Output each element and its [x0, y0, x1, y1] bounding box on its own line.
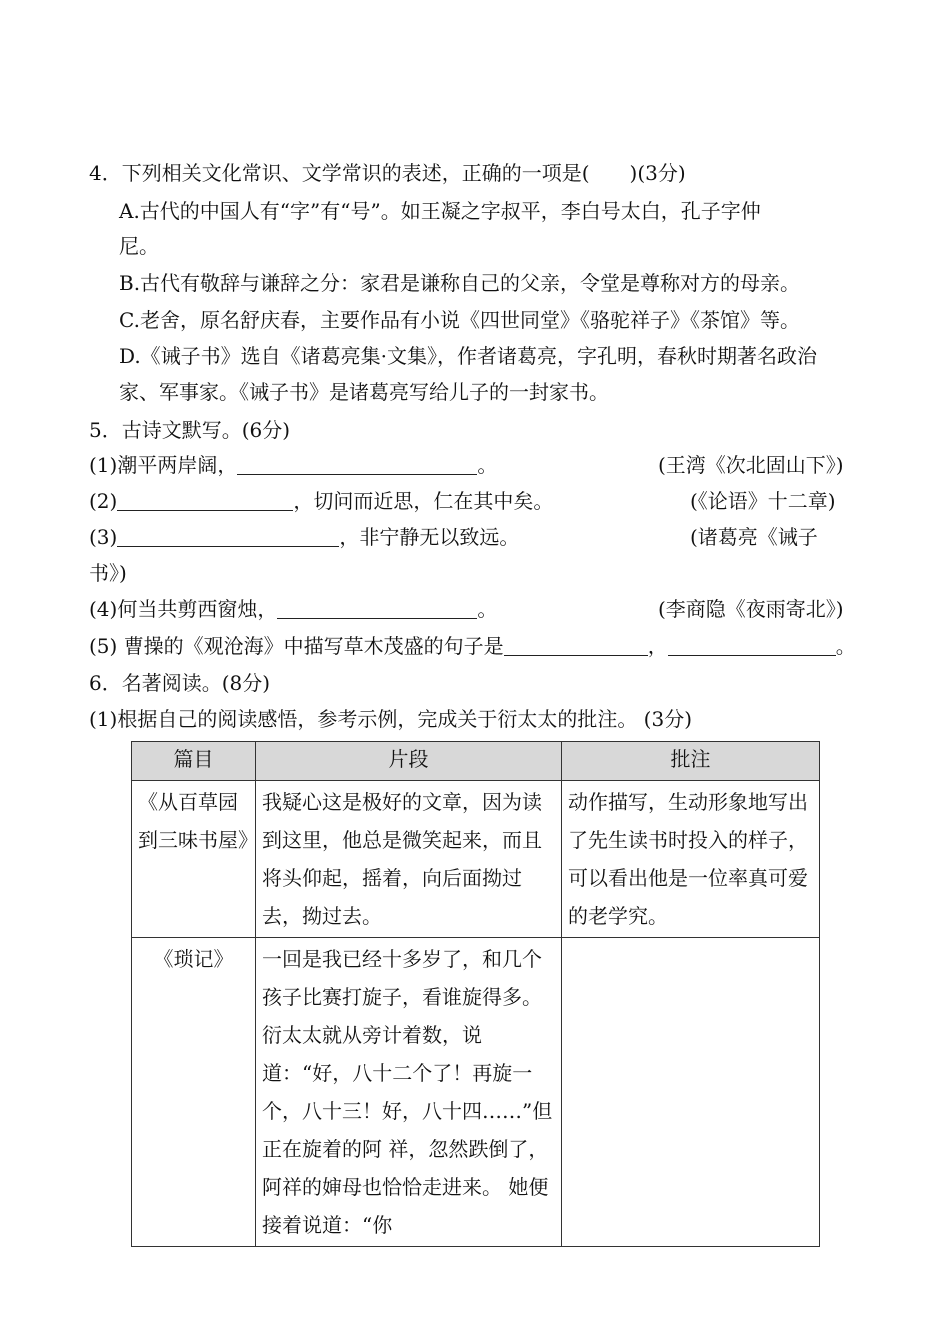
row1-title	[132, 781, 256, 938]
row2-title	[132, 938, 256, 1247]
q5-item4-source: (李商隐《夜雨寄北》)	[658, 597, 844, 621]
q5-item5-text: (5) 曹操的《观沧海》中描写草木茂盛的句子是	[89, 634, 504, 658]
q5-item2	[89, 489, 553, 513]
q5-item3-blank[interactable]	[117, 526, 339, 547]
row2-note-answer-cell[interactable]	[562, 938, 820, 1247]
header-excerpt: 片段	[256, 742, 562, 781]
q6-stem: 6．名著阅读。(8分)	[89, 671, 271, 695]
q4-stem: 4．下列相关文化常识、文学常识的表述，正确的一项是( )(3分)	[89, 161, 686, 185]
row1-title-text: 《从百草园到三味书屋》	[138, 790, 258, 852]
q5-item3-source: (诸葛亮《诫子	[690, 525, 818, 549]
q4-option-a: A.古代的中国人有“字”有“号”。如王凝之字叔平，李白号太白，孔子字仲	[119, 199, 761, 223]
q5-item1-blank[interactable]	[237, 454, 477, 475]
row2-title-text: 《琐记》	[153, 947, 234, 971]
q5-item1-text: (1)潮平两岸阔，	[89, 453, 238, 477]
q5-item2-blank[interactable]	[117, 490, 293, 511]
row1-note	[562, 781, 820, 938]
header-note: 批注	[562, 742, 820, 781]
q5-item3-source-cont: 书》)	[89, 561, 127, 585]
q6-sub1: (1)根据自己的阅读感悟，参考示例，完成关于衍太太的批注。 (3分)	[89, 707, 693, 731]
q5-item1-source: (王湾《次北固山下》)	[658, 453, 844, 477]
table-header-row	[132, 742, 820, 781]
q4-option-d-cont: 家、军事家。《诫子书》是诸葛亮写给儿子的一封家书。	[119, 380, 609, 404]
q4-option-b: B.古代有敬辞与谦辞之分：家君是谦称自己的父亲，令堂是尊称对方的母亲。	[119, 271, 801, 295]
q5-stem: 5．古诗文默写。(6分)	[89, 418, 291, 442]
q5-item3	[89, 525, 519, 549]
table-row	[132, 781, 820, 938]
q5-item1-end: 。	[477, 453, 498, 477]
q5-item4	[89, 597, 497, 621]
q5-item2-text: (2)	[89, 489, 118, 513]
row1-excerpt-text: 我疑心这是极好的文章，因为读到这里，他总是微笑起来，而且将头仰起，摇着，向后面拗过去，拗过去。	[262, 790, 542, 928]
row1-excerpt	[256, 781, 562, 938]
annotation-table	[131, 741, 820, 1247]
q5-item4-text: (4)何当共剪西窗烛，	[89, 597, 278, 621]
q5-item5-end: 。	[835, 634, 856, 658]
q4-option-c: C.老舍，原名舒庆春，主要作品有小说《四世同堂》《骆驼祥子》《茶馆》等。	[119, 308, 800, 332]
q5-item3-end: ，非宁静无以致远。	[339, 525, 520, 549]
q4-option-d: D.《诫子书》选自《诸葛亮集·文集》，作者诸葛亮，字孔明，春秋时期著名政治	[119, 344, 818, 368]
q5-item1	[89, 453, 497, 477]
row2-excerpt-text: 一回是我已经十多岁了，和几个孩子比赛打旋子，看谁旋得多。衍太太就从旁计着数，说道：“好，八十二个了！再旋一个，八十三！好，八十四……”但正在旋着的阿 祥，忽然跌倒了，阿祥的婶母也恰恰走进来。 她便接着说道：“你	[262, 947, 553, 1237]
q4-option-a-cont: 尼。	[119, 234, 159, 258]
q5-item5	[89, 634, 856, 658]
q5-item4-blank[interactable]	[277, 598, 477, 619]
q5-item4-end: 。	[477, 597, 498, 621]
row1-note-text: 动作描写，生动形象地写出了先生读书时投入的样子，可以看出他是一位率真可爱的老学究。	[568, 790, 808, 928]
q5-item5-blank-1[interactable]	[504, 635, 648, 656]
q5-item2-source: (《论语》十二章)	[690, 489, 836, 513]
q5-item3-text: (3)	[89, 525, 118, 549]
q5-item5-comma: ，	[647, 634, 668, 658]
header-title: 篇目	[132, 742, 256, 781]
row2-excerpt	[256, 938, 562, 1247]
q5-item5-blank-2[interactable]	[668, 635, 836, 656]
table-row	[132, 938, 820, 1247]
q5-item2-end: ，切问而近思，仁在其中矣。	[293, 489, 554, 513]
